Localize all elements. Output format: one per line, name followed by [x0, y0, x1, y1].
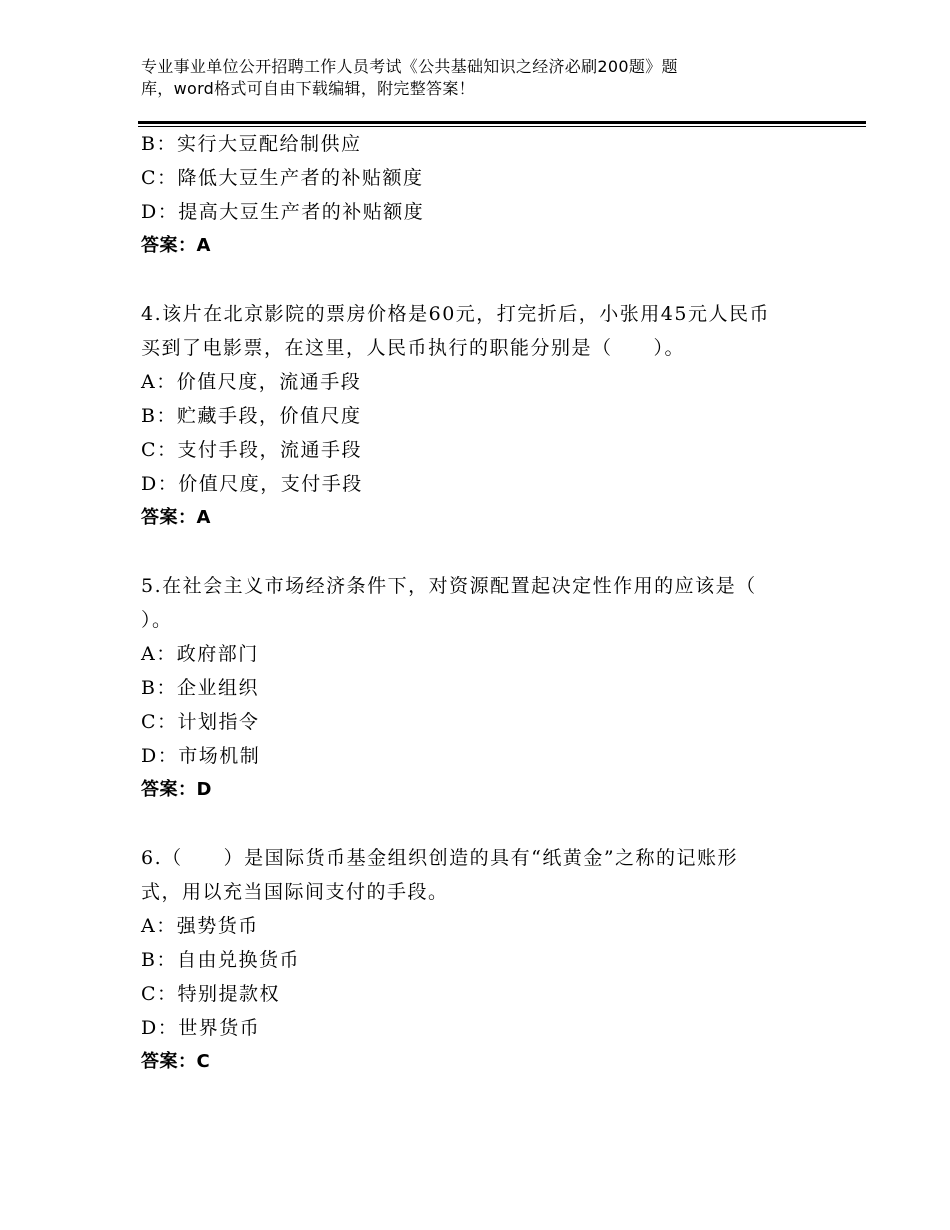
question-stem-line: ）。	[141, 609, 173, 631]
option-c: C：计划指令	[141, 711, 260, 733]
question-stem-line: 式，用以充当国际间支付的手段。	[141, 881, 449, 903]
option-a: A：政府部门	[141, 643, 259, 665]
question-block-4	[141, 297, 841, 535]
option-c: C：支付手段，流通手段	[141, 439, 363, 461]
option-d: D：市场机制	[141, 745, 261, 767]
question-list	[141, 127, 841, 1079]
answer-text: 答案：A	[141, 235, 211, 256]
page-header	[141, 56, 781, 100]
answer-text: 答案：D	[141, 779, 212, 800]
header-line-2: 库，word格式可自由下载编辑，附完整答案！	[141, 79, 475, 98]
option-d: D：价值尺度，支付手段	[141, 473, 363, 495]
question-stem-line: 买到了电影票，在这里，人民币执行的职能分别是（ ）。	[141, 337, 686, 359]
question-stem-line: 4.该片在北京影院的票房价格是60元，打完折后，小张用45元人民币	[141, 303, 770, 325]
option-a: A：强势货币	[141, 915, 259, 937]
answer-text: 答案：A	[141, 507, 211, 528]
option-d: D：提高大豆生产者的补贴额度	[141, 201, 425, 223]
option-b: B：企业组织	[141, 677, 259, 699]
question-block-5	[141, 569, 841, 807]
question-spacer	[141, 807, 841, 841]
option-d: D：世界货币	[141, 1017, 261, 1039]
question-block-3	[141, 127, 841, 263]
question-spacer	[141, 263, 841, 297]
option-b: B：贮藏手段，价值尺度	[141, 405, 362, 427]
option-c: C：特别提款权	[141, 983, 281, 1005]
option-b: B：实行大豆配给制供应	[141, 133, 362, 155]
option-a: A：价值尺度，流通手段	[141, 371, 362, 393]
question-stem-line: 6.（ ）是国际货币基金组织创造的具有“纸黄金”之称的记账形	[141, 847, 739, 869]
header-divider-thick	[138, 121, 866, 124]
question-stem-line: 5.在社会主义市场经济条件下，对资源配置起决定性作用的应该是（	[141, 575, 757, 597]
question-spacer	[141, 535, 841, 569]
header-line-1: 专业事业单位公开招聘工作人员考试《公共基础知识之经济必刷200题》题	[141, 57, 678, 76]
question-block-6	[141, 841, 841, 1079]
option-b: B：自由兑换货币	[141, 949, 300, 971]
answer-text: 答案：C	[141, 1051, 211, 1072]
option-c: C：降低大豆生产者的补贴额度	[141, 167, 424, 189]
